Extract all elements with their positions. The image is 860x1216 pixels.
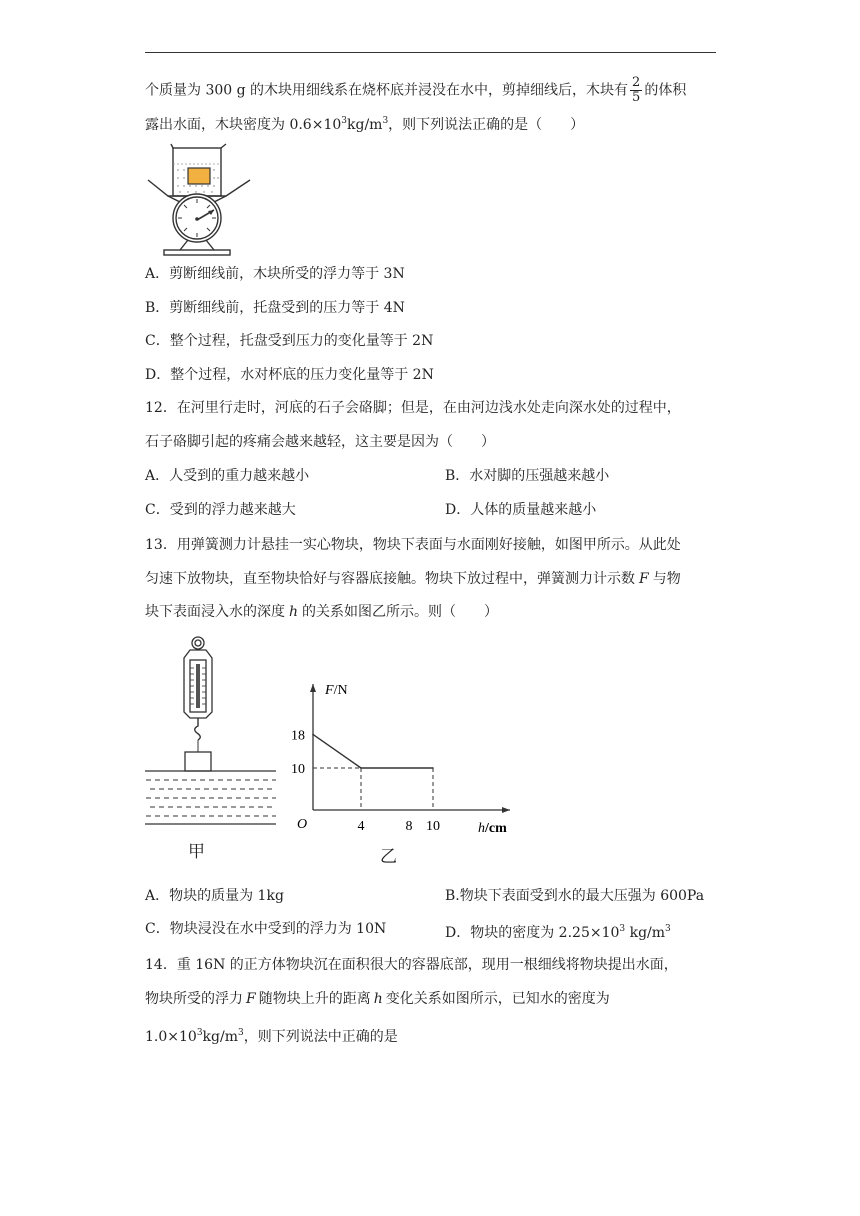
- superscript: 3: [665, 924, 671, 934]
- superscript: 3: [619, 924, 626, 934]
- q14-stem-line2: [145, 989, 610, 1009]
- q13-option-a: A．物块的质量为 1kg: [145, 888, 284, 904]
- q12-stem-line2: 石子硌脚引起的疼痛会越来越轻，这主要是因为（ ）: [145, 434, 495, 450]
- q11-stem-question: ，则下列说法正确的是（ ）: [388, 117, 585, 133]
- q11-option-b: B．剪断细线前，托盘受到的压力等于 4N: [145, 300, 405, 316]
- q13-stem-text: 匀速下放物块，直至物块恰好与容器底接触。物块下放过程中，弹簧测力计示数: [145, 571, 635, 587]
- hanging-block: [185, 752, 211, 771]
- q14-stem-text: 随物块上升的距离: [258, 991, 371, 1007]
- q11-density-text: 露出水面，木块密度为 0.6×10: [145, 117, 342, 133]
- x-axis-arrow: [502, 807, 510, 813]
- hook: [195, 718, 201, 740]
- q14-stem-line3: [145, 1023, 398, 1047]
- symbol-F: F: [639, 571, 649, 587]
- y-axis-label: F/N: [325, 683, 348, 698]
- q13-stem-question: 的关系如图乙所示。则（ ）: [302, 604, 499, 620]
- x-axis-label: h/cm: [478, 821, 507, 836]
- superscript: 3: [196, 1028, 203, 1038]
- fig-label-jia: 甲: [188, 842, 205, 862]
- q13-stem-line1: 13．用弹簧测力计悬挂一实心物块，物块下表面与水面刚好接触，如图甲所示。从此处: [145, 537, 681, 553]
- x-tick-label: 4: [357, 819, 365, 834]
- data-point: [360, 767, 362, 769]
- wood-block: [188, 168, 210, 184]
- f-h-chart: [280, 670, 530, 840]
- q11-stem-line1: [145, 76, 686, 105]
- spring-scale-figure: [140, 634, 280, 834]
- q12-option-d: D．人体的质量越来越小: [445, 502, 597, 518]
- q11-option-c: C．整个过程，托盘受到压力的变化量等于 2N: [145, 333, 434, 349]
- fig-label-yi: 乙: [380, 847, 397, 867]
- y-tick-label: 10: [291, 762, 305, 777]
- unit-text: kg/m: [347, 117, 383, 133]
- superscript: 3: [382, 116, 389, 126]
- data-line: [313, 734, 433, 768]
- q13-stem-text: 块下表面浸入水的深度: [145, 604, 285, 620]
- q11-stem-text: 个质量为 300 g 的木块用细线系在烧杯底并浸没在水中，剪掉细线后，木块有: [145, 82, 629, 99]
- q13-option-c: C．物块浸没在水中受到的浮力为 10N: [145, 921, 387, 937]
- y-axis-arrow: [310, 684, 316, 692]
- data-point: [312, 734, 314, 736]
- q13-option-b: B.物块下表面受到水的最大压强为 600Pa: [445, 888, 705, 904]
- fraction-denominator: 5: [632, 90, 641, 105]
- unit-text: kg/m: [202, 1029, 238, 1045]
- fraction-two-fifths: [630, 76, 642, 105]
- beaker-scale-figure: [140, 140, 260, 258]
- y-tick-label: 18: [291, 728, 305, 744]
- q14-stem-line1: 14．重 16N 的正方体物块沉在面积很大的容器底部，现用一根细线将物块提出水面，: [145, 957, 678, 973]
- q12-option-c: C．受到的浮力越来越大: [145, 502, 296, 518]
- q12-option-b: B．水对脚的压强越来越小: [445, 468, 610, 484]
- origin-label: O: [297, 817, 308, 832]
- x-tick-label: 10: [426, 819, 440, 834]
- header-rule: [145, 52, 716, 53]
- q14-density-text: 1.0×10: [145, 1029, 197, 1045]
- data-point: [432, 767, 434, 769]
- q13-stem-line3: [145, 602, 498, 622]
- fraction-numerator: 2: [632, 75, 641, 90]
- q12-stem-line1: 12．在河里行走时，河底的石子会硌脚；但是，在由河边浅水处走向深水处的过程中，: [145, 400, 681, 416]
- q13-stem-text-tail: 与物: [652, 571, 681, 587]
- q14-stem-question: ，则下列说法中正确的是: [243, 1029, 398, 1045]
- q11-option-a: A．剪断细线前，木块所受的浮力等于 3N: [145, 266, 405, 282]
- unit-text: kg/m: [625, 925, 666, 941]
- q11-option-d: D．整个过程，水对杯底的压力变化量等于 2N: [145, 367, 434, 383]
- q13-stem-line2: [145, 569, 681, 589]
- superscript: 3: [237, 1028, 244, 1038]
- q11-stem-text-tail: 的体积: [644, 82, 687, 99]
- superscript: 3: [341, 116, 347, 126]
- q12-option-a: A．人受到的重力越来越小: [145, 468, 310, 484]
- q13-option-d-text: D．物块的密度为 2.25×10: [445, 925, 620, 941]
- x-tick-label: 8: [405, 819, 413, 834]
- q14-stem-text-tail: 变化关系如图所示，已知水的密度为: [385, 991, 610, 1007]
- q13-option-d: [445, 919, 671, 943]
- q11-stem-line2: [145, 111, 584, 135]
- q14-stem-text: 物块所受的浮力: [145, 991, 243, 1007]
- symbol-h: h: [289, 604, 299, 620]
- symbol-F: F: [246, 991, 256, 1007]
- symbol-h: h: [373, 991, 383, 1007]
